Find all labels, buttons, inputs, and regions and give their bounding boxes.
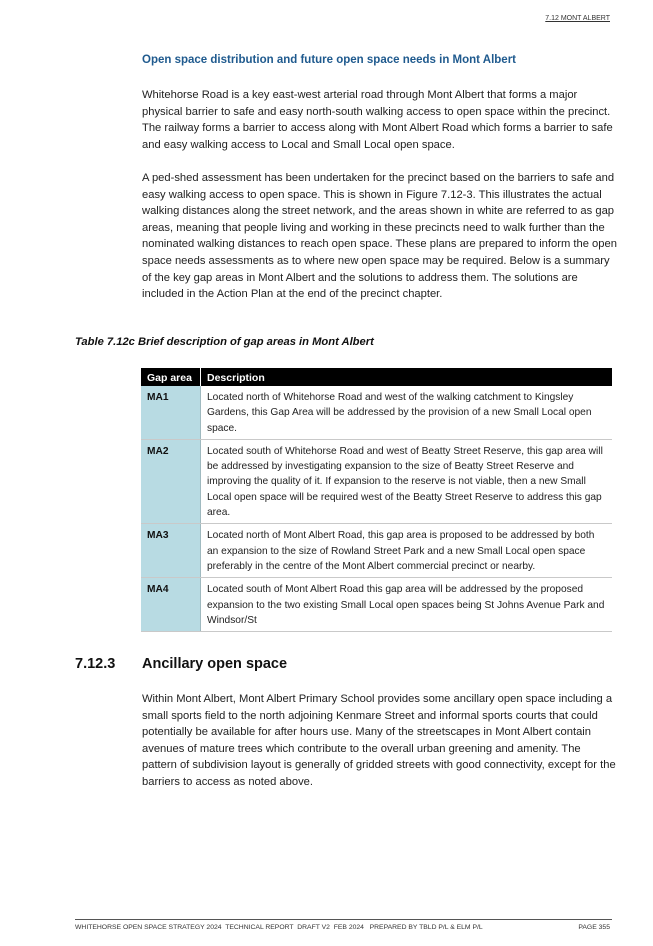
gap-area-description: Located north of Mont Albert Road, this gap area is proposed to be addressed by both an expansion to the size of Rowland Street Park and a new Small Local open space preferably in the centre of the Mont Albert commercial precinct or nearby. [201,524,613,578]
gap-area-code: MA3 [141,524,201,578]
table-caption: Table 7.12c Brief description of gap areas in Mont Albert [75,336,374,348]
footer-page-number: PAGE 355 [578,924,610,931]
column-header-description: Description [201,368,613,386]
gap-area-code: MA1 [141,386,201,439]
footer-divider [75,919,612,920]
column-header-gap-area: Gap area [141,368,201,386]
gap-area-code: MA2 [141,439,201,523]
paragraph-barriers: Whitehorse Road is a key east-west arterial road through Mont Albert that forms a major physical barrier to safe and easy north-south walking access to open space within the precinct. The railway forms a barrier to access along with Mont Albert Road which forms a barrier to safe and easy walking access to Local and Small Local open space. [142,89,613,151]
paragraph-ancillary-open-space: Within Mont Albert, Mont Albert Primary School provides some ancillary open space including a small sports field to the north adjoining Kenmare Street and informal sports courts that could potentially be available for after hours use. Many of the streetscapes in Mont Albert contain avenues of mature trees which contribute to the overall urban greening and amenity. The pattern of subdivision layout is generally of gridded streets with good connectivity, except for the barriers to access as noted above. [142,693,616,788]
section-title: Ancillary open space [142,656,288,672]
running-header-section-label: 7.12 MONT ALBERT [545,15,610,22]
gap-area-description: Located south of Whitehorse Road and west of Beatty Street Reserve, this gap area will be addressed by investigating expansion to the size of Beatty Street Reserve and improving the quality of it. If expansion to the reserve is not viable, then a new Small Local open space will be required west of the Beatty Street Reserve to address this gap area. [201,439,613,523]
gap-area-description: Located north of Whitehorse Road and west of the walking catchment to Kingsley Gardens, this Gap Area will be addressed by the provision of a new Small Local open space. [201,386,613,439]
footer-document-info: WHITEHORSE OPEN SPACE STRATEGY 2024 TECHNICAL REPORT DRAFT V2 FEB 2024 PREPARED BY TBLD P/L & ELM P/L [75,924,483,931]
subheading: Open space distribution and future open space needs in Mont Albert [142,54,517,66]
gap-area-description: Located south of Mont Albert Road this gap area will be addressed by the proposed expansion to the two existing Small Local open spaces being St Johns Avenue Park and Windsor/St [201,578,613,632]
gap-areas-table [141,368,612,632]
section-number: 7.12.3 [75,656,116,672]
table-header-row [141,368,612,386]
table-row [141,578,612,632]
gap-area-code: MA4 [141,578,201,632]
table-row [141,439,612,523]
paragraph-ped-shed: A ped-shed assessment has been undertaken for the precinct based on the barriers to safe and easy walking access to open space. This is shown in Figure 7.12-3. This illustrates the actual walking distances along the street network, and the areas shown in white are referred to as gap areas, meaning that people living and working in these precincts need to walk further than the nominated walking distances to reach open space. These plans are prepared to inform the open space needs assessments as to where new open space may be required. Below is a summary of the key gap areas in Mont Albert and the solutions to address them. The solutions are included in the Action Plan at the end of the precinct chapter. [142,172,617,301]
table-row [141,524,612,578]
table-row [141,386,612,439]
